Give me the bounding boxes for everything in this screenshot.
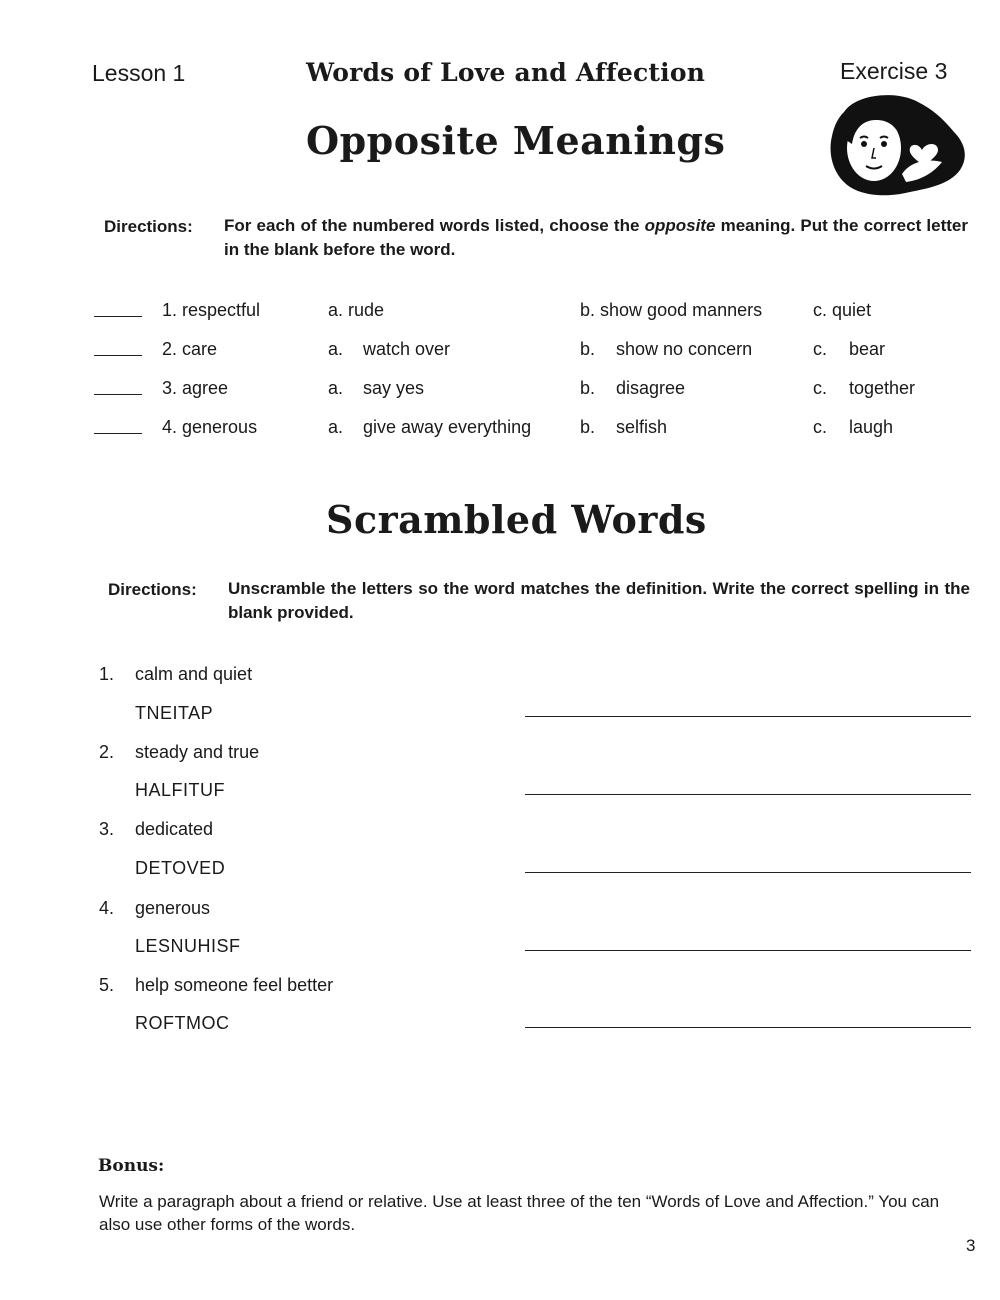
definition: generous [135,898,211,918]
item-number: 3. [99,819,115,839]
option-a: a. rude [328,300,385,320]
item-number: 5. [99,975,115,995]
option-b: disagree [616,378,686,398]
scrambled-letters: LESNUHISF [135,936,241,956]
option-a: give away everything [363,417,532,437]
numbered-word: 3. agree [162,378,229,398]
answer-blank[interactable] [94,316,142,317]
option-b-letter: b. [580,339,596,359]
option-c-letter: c. [813,417,828,437]
scrambled-words-heading: Scrambled Words [326,497,707,542]
scrambled-letters: TNEITAP [135,703,214,723]
answer-line[interactable] [525,950,971,951]
answer-blank[interactable] [94,433,142,434]
answer-blank[interactable] [94,355,142,356]
option-b: show no concern [616,339,753,359]
answer-line[interactable] [525,794,971,795]
option-b: b. show good manners [580,300,763,320]
option-a-letter: a. [328,378,344,398]
bonus-title: Bonus: [98,1156,165,1176]
option-c-letter: c. [813,378,828,398]
lesson-label: Lesson 1 [92,60,186,86]
option-a: say yes [363,378,425,398]
numbered-word: 4. generous [162,417,258,437]
scrambled-letters: HALFITUF [135,780,226,800]
opposite-directions-label: Directions: [104,217,193,236]
item-number: 4. [99,898,115,918]
answer-line[interactable] [525,1027,971,1028]
numbered-word: 2. care [162,339,218,359]
scrambled-letters: ROFTMOC [135,1013,230,1033]
scrambled-directions-label: Directions: [108,580,197,599]
definition: calm and quiet [135,664,253,684]
option-c-letter: c. [813,339,828,359]
item-number: 2. [99,742,115,762]
scrambled-directions-text: Unscramble the letters so the word matches the definition. Write the correct spelling in the blank provided. [228,579,970,622]
option-c: c. quiet [813,300,872,320]
opposite-directions-text: For each of the numbered words listed, choose the opposite meaning. Put the correct letter in the blank before the word. [224,216,968,259]
option-a-letter: a. [328,417,344,437]
option-c: laugh [849,417,894,437]
definition: dedicated [135,819,214,839]
answer-line[interactable] [525,716,971,717]
option-a: watch over [363,339,451,359]
opposite-meanings-heading: Opposite Meanings [306,118,726,163]
exercise-label: Exercise 3 [840,58,948,84]
option-c: together [849,378,916,398]
option-a-letter: a. [328,339,344,359]
option-c: bear [849,339,886,359]
option-b: selfish [616,417,668,437]
option-b-letter: b. [580,378,596,398]
answer-blank[interactable] [94,394,142,395]
bonus-text: Write a paragraph about a friend or relative. Use at least three of the ten “Words of Love and Affection.” You can also use other forms of the words. [99,1192,940,1234]
definition: steady and true [135,742,260,762]
subject-title: Words of Love and Affection [306,58,706,87]
option-b-letter: b. [580,417,596,437]
answer-line[interactable] [525,872,971,873]
definition: help someone feel better [135,975,334,995]
numbered-word: 1. respectful [162,300,261,320]
page-number: 3 [966,1236,976,1255]
scrambled-letters: DETOVED [135,858,226,878]
item-number: 1. [99,664,115,684]
face-holding-heart-icon [826,92,968,200]
